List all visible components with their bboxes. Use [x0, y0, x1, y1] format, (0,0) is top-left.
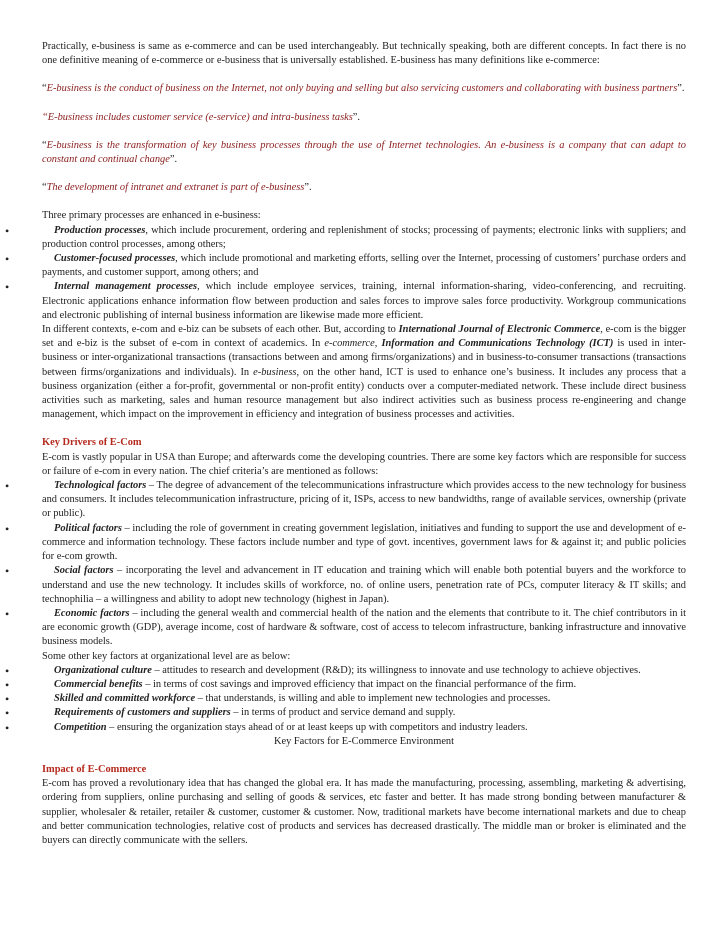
- bullet: •: [5, 564, 10, 579]
- bullet: •: [5, 479, 10, 494]
- list-item: • Skilled and committed workforce – that understands, is willing and able to implement new technologies and processes.: [5, 692, 551, 707]
- org-factors-intro: Some other key factors at organizational level are as below:: [42, 650, 291, 662]
- processes-list: [5, 223, 686, 323]
- drivers-list: [5, 479, 686, 649]
- bullet: •: [5, 677, 10, 692]
- bullet: •: [5, 663, 10, 678]
- figure-caption: Key Factors for E-Commerce Environment: [273, 735, 455, 747]
- bullet: •: [5, 720, 10, 735]
- list-item: • Economic factors – including the general wealth and commercial health of the nation and the elements that contribute to it. The chief contributors in it are economic growth (GDP), average income, cost of hardware & software, cost of access to telecom infrastructure, banking infrastructure and innovative business models.: [5, 606, 686, 648]
- section-heading: Impact of E-Commerce: [42, 763, 147, 775]
- bullet: •: [5, 606, 10, 621]
- contexts-paragraph: In different contexts, e-com and e-biz can be subsets of each other. But, according to International Journal of Electronic Commerce, e-com is the bigger set and e-biz is the subset of e-com in context of academics. In e-commerce, Information and Communications Technology (ICT) is used in inter-business or inter-organizational transactions (transactions between and among firms/organizations) and in business-to-consumer transactions (transactions between firms/organizations and individuals). In e-business, on the other hand, ICT is used to enhance one’s business. It includes any process that a business organization (either a for-profit, governmental or non-profit entity) conducts over a computer-mediated network. These include direct business activities such as marketing, sales and human resource management but also indirect activities such as business process re-engineering and change management, which impact on the improvement in efficiency and integration of business processes and activities.: [42, 324, 687, 421]
- list-item: • Political factors – including the role of government in creating government legislation, initiatives and funding to support the use and development of e-commerce and information technology. These factors include number and type of govt. incentives, government laws for & against it; and public policies for e-com growth.: [5, 521, 686, 563]
- bullet: •: [5, 252, 10, 267]
- list-item: • Technological factors – The degree of advancement of the telecommunications infrastructure which provides access to the new technology for business and consumers. It includes telecommunication infrastructure, pricing of it, ISPs, access to new bandwidths, range of available services, ownership (private or public).: [5, 479, 686, 520]
- bullet: •: [5, 280, 10, 295]
- list-item: • Requirements of customers and suppliers – in terms of product and service demand and supply.: [5, 706, 456, 721]
- bullet: •: [5, 521, 10, 536]
- definition-4: “The development of intranet and extranet is part of e-business”.: [42, 182, 312, 194]
- processes-intro: Three primary processes are enhanced in e-business:: [42, 210, 261, 222]
- intro-paragraph: Practically, e-business is same as e-commerce and can be used interchangeably. But technically speaking, both are different concepts. In fact there is no one definitive meaning of e-commerce or e-business that is universally established. E-business has many definitions like e-commerce:: [42, 41, 686, 67]
- list-item: • Production processes, which include procurement, ordering and replenishment of stocks; processing of payments; electronic links with suppliers; and production control processes, among others;: [5, 223, 686, 250]
- section-heading: Key Drivers of E-Com: [42, 437, 142, 449]
- document-page: [5, 40, 687, 848]
- definition-3: “E-business is the transformation of key business processes through the use of Internet technologies. An e-business is a company that can adapt to constant and continual change”.: [42, 139, 686, 166]
- list-item: • Organizational culture – attitudes to research and development (R&D); its willingness to innovate and use technology to achieve objectives.: [5, 663, 641, 678]
- list-item: • Commercial benefits – in terms of cost savings and improved efficiency that impact on the financial performance of the firm.: [5, 677, 577, 692]
- definition-1: “E-business is the conduct of business on the Internet, not only buying and selling but also servicing customers and collaborating with business partners”.: [42, 83, 685, 95]
- list-item: • Competition – ensuring the organization stays ahead of or at least keeps up with competitors and industry leaders.: [5, 720, 528, 735]
- bullet: •: [5, 223, 10, 238]
- definition-2: “E-business includes customer service (e-service) and intra-business tasks”.: [42, 111, 361, 123]
- list-item: • Social factors – incorporating the level and advancement in IT education and training which will enable both potential buyers and the workforce to understand and use the new technology. It includes skills of workforce, no. of online users, penetration rate of PCs, computer literacy & IT skills; and technophilia – a willingness and ability to adopt new technology (highest in Japan).: [5, 564, 686, 605]
- impact-paragraph: E-com has proved a revolutionary idea that has changed the global era. It has made the manufacturing, processing, assembling, marketing & advertising, ordering from suppliers, online purchasing and selling of goods & services, etc faster and better. It has made strong bonding between manufacturer & supplier, wholesaler & retailer, retailer & customer, customer & customer. Now, traditional markets have become international markets and due to cheap and better communication technologies, relative cost of products and services has decreased drastically. The middle man or broker is eliminated and the buyers can directly communicate with the sellers.: [42, 778, 686, 846]
- list-item: • Customer-focused processes, which include promotional and marketing efforts, selling over the Internet, processing of customers’ purchase orders and payments, and customer support, among others; and: [5, 252, 686, 279]
- list-item: • Internal management processes, which include employee services, training, internal information-sharing, video-conferencing, and recruiting. Electronic applications enhance information flow between production and sales forces to improve sales force productivity. Workgroup communications and electronic publishing of internal business information are likewise made more efficient.: [5, 280, 686, 321]
- org-factors-list: [5, 663, 686, 735]
- drivers-intro: E-com is vastly popular in USA than Europe; and afterwards come the developing countries. There are some key factors which are responsible for success or failure of e-com in every nation. The chief criteria’s are mentioned as follows:: [42, 451, 686, 477]
- bullet: •: [5, 692, 10, 707]
- bullet: •: [5, 706, 10, 721]
